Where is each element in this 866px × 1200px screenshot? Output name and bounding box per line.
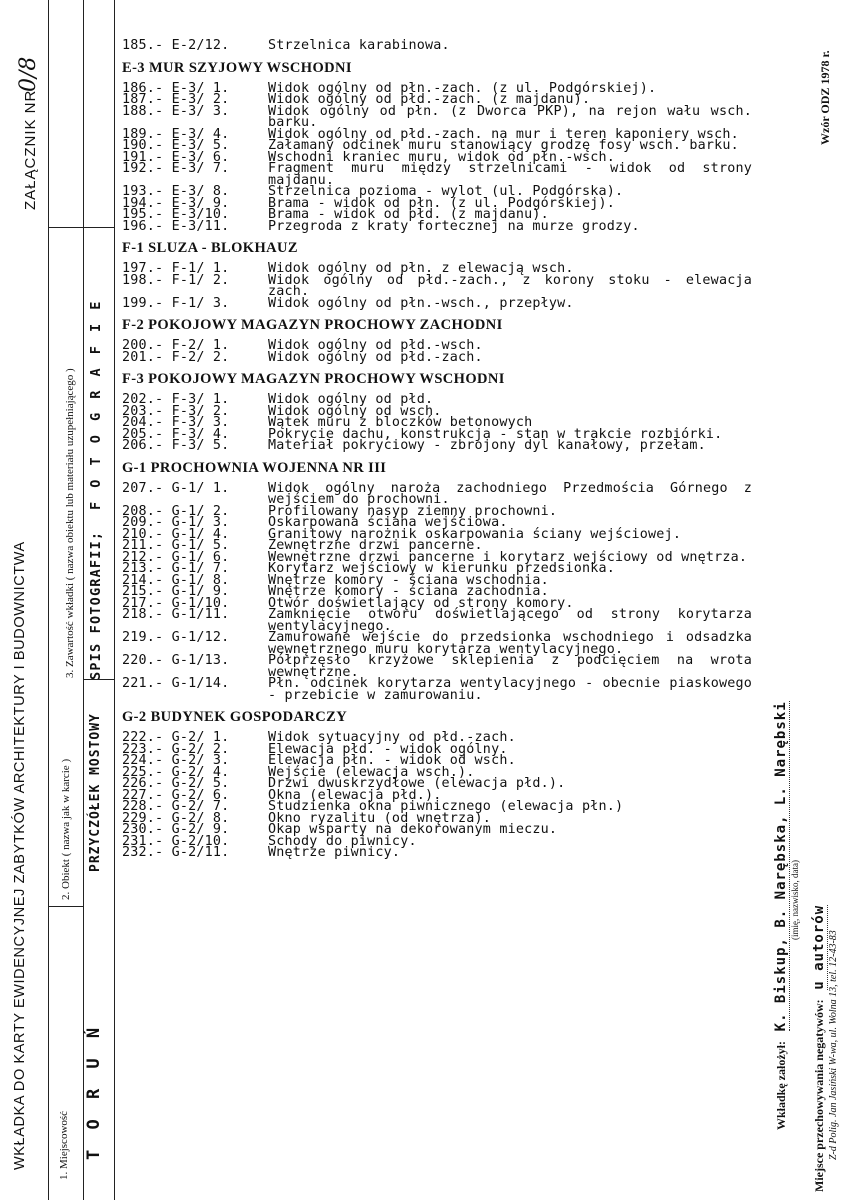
photo-number: 205.- F-3/ 4. <box>122 426 230 442</box>
photo-list <box>122 40 752 859</box>
photo-description: Materiał pokryciowy - zbrojony dyl kanałowy, przełam. <box>268 438 706 453</box>
photo-number: 188.- E-3/ 3. <box>122 103 230 119</box>
photo-number: 200.- F-2/ 1. <box>122 338 230 353</box>
photo-description: Elewacja płd. - widok ogólny. <box>268 741 508 757</box>
photo-number: 201.- F-2/ 2. <box>122 349 230 365</box>
photo-entry <box>122 480 752 507</box>
photo-number: 223.- G-2/ 2. <box>122 741 230 757</box>
photo-number: 230.- G-2/ 9. <box>122 822 230 837</box>
photo-description: Oskarpowana ściana wejściowa. <box>268 515 508 530</box>
margin-line-1 <box>48 0 49 1200</box>
photo-number: 217.- G-1/10. <box>122 595 230 611</box>
obiekt-value: PRZYCZÓŁEK MOSTOWY <box>88 713 103 872</box>
photo-number: 214.- G-1/ 8. <box>122 572 230 588</box>
photo-description: Płn. odcinek korytarza wentylacyjnego - obecnie piaskowego - przebicie w zamurowaniu. <box>268 676 752 703</box>
photo-entry <box>122 103 752 130</box>
photo-description: Widok ogólny naroża zachodniego Przedmościa Górnego z wejściem do prochowni. <box>268 480 752 507</box>
photo-description: Schody do piwnicy. <box>268 833 417 849</box>
photo-description: Brama - widok od płn. (z ul. Podgórskiej). <box>268 195 615 211</box>
photo-description: Widok ogólny od wsch. <box>268 403 442 419</box>
photo-description: Wnętrze piwnicy. <box>268 845 401 860</box>
zalozyl-row <box>770 701 790 1130</box>
photo-number: 186.- E-3/ 1. <box>122 80 230 96</box>
photo-number: 203.- F-3/ 2. <box>122 403 230 419</box>
photo-number: 218.- G-1/11. <box>122 607 230 622</box>
photo-description: Wejście (elewacja wsch.). <box>268 764 475 780</box>
photo-number: 231.- G-2/10. <box>122 833 230 849</box>
zalozyl-hint: (imię, nazwisko, data) <box>790 860 800 940</box>
photo-description: Zewnętrzne drzwi pancerne. <box>268 538 483 553</box>
photo-number: 232.- G-2/11. <box>122 845 230 860</box>
photo-description: Wnętrze komory - ściana zachodnia. <box>268 584 549 599</box>
photo-description: Strzelnica pozioma - wylot (ul. Podgórska). <box>268 184 624 199</box>
photo-number: 195.- E-3/10. <box>122 207 230 222</box>
photo-entry <box>122 847 752 859</box>
photo-entry <box>122 440 752 452</box>
photo-number: 210.- G-1/ 4. <box>122 526 230 542</box>
photo-number: 187.- E-3/ 2. <box>122 92 230 107</box>
photo-number: 221.- G-1/14. <box>122 676 230 691</box>
photo-description: Okno ryzalitu (od wnętrza). <box>268 810 492 826</box>
photo-number: 204.- F-3/ 3. <box>122 415 230 430</box>
photo-number: 222.- G-2/ 1. <box>122 730 230 745</box>
photo-number: 215.- G-1/ 9. <box>122 584 230 599</box>
photo-description: Widok ogólny od płd.-zach., z korony stoku - elewacja zach. <box>268 272 752 299</box>
photo-number: 228.- G-2/ 7. <box>122 799 230 814</box>
section-heading: G-1 PROCHOWNIA WOJENNA NR III <box>122 459 387 476</box>
photo-description: Widok ogólny od płn. (z Dworca PKP), na rejon wału wsch. barku. <box>268 103 752 130</box>
photo-description: Profilowany nasyp ziemny prochowni. <box>268 503 558 519</box>
photo-description: Widok ogólny od płd.-zach. <box>268 349 483 365</box>
photo-description: Korytarz wejściowy w kierunku przedsionka. <box>268 561 615 576</box>
photo-description: Półprzęsło krzyżowe sklepienia z podcięciem na wrota wewnętrzne. <box>268 653 752 680</box>
photo-entry <box>122 295 752 311</box>
photo-number: 225.- G-2/ 4. <box>122 764 230 780</box>
section-heading: G-2 BUDYNEK GOSPODARCZY <box>122 709 348 725</box>
section-heading: F-3 POKOJOWY MAGAZYN PROCHOWY WSCHODNI <box>122 371 505 387</box>
photo-description: Widok ogólny od płd. <box>268 392 434 407</box>
photo-description: Widok ogólny od płn. z elewacją wsch. <box>268 261 574 276</box>
photo-description: Wnętrze komory - ściana wschodnia. <box>268 572 549 588</box>
photo-number: 209.- G-1/ 3. <box>122 515 230 530</box>
zalozyl-label: Wkładkę założył: <box>774 1041 788 1130</box>
photo-number: 185.- E-2/12. <box>122 38 230 53</box>
miejscowosc-label: 1. Miejscowość <box>58 1110 70 1180</box>
photo-description: Granitowy narożnik oskarpowania ściany wejściowej. <box>268 526 682 542</box>
obiekt-label: 2. Obiekt ( nazwa jak w karcie ) <box>60 758 72 900</box>
photo-number: 211.- G-1/ 5. <box>122 538 230 553</box>
wzor-label: Wzór ODZ 1978 r. <box>818 50 832 145</box>
photo-number: 192.- E-3/ 7. <box>122 161 230 176</box>
zawartosc-label: 3. Zawartość wkładki ( nazwa obiektu lub materiału uzupełniającego ) <box>64 368 76 678</box>
photo-entry <box>122 218 752 234</box>
form-title: WKŁADKA DO KARTY EWIDENCYJNEJ ZABYTKÓW ARCHITEKTURY I BUDOWNICTWA <box>12 541 28 1170</box>
photo-description: Widok ogólny od płd.-zach. (z majdanu). <box>268 92 591 107</box>
photo-number: 229.- G-2/ 8. <box>122 810 230 826</box>
photo-number: 194.- E-3/ 9. <box>122 195 230 211</box>
photo-number: 202.- F-3/ 1. <box>122 392 230 407</box>
photo-number: 219.- G-1/12. <box>122 630 230 645</box>
negatywy-row <box>808 905 828 1192</box>
photo-description: Brama - widok od płd. (z majdanu). <box>268 207 549 222</box>
margin-top-rule <box>48 227 114 228</box>
photo-description: Elewacja płn. - widok od wsch. <box>268 753 516 768</box>
photo-entry <box>122 272 752 299</box>
section-heading: F-1 SLUZA - BLOKHAUZ <box>122 240 298 256</box>
photo-number: 193.- E-3/ 8. <box>122 184 230 199</box>
section-heading: F-2 POKOJOWY MAGAZYN PROCHOWY ZACHODNI <box>122 317 503 333</box>
photo-number: 213.- G-1/ 7. <box>122 561 230 576</box>
miejscowosc-value: T O R U Ń <box>84 1022 104 1160</box>
photo-description: Widok ogólny od płn.-wsch., przepływ. <box>268 295 574 311</box>
zalozyl-value: K. Biskup, B. Narębska, L. Narębski <box>773 701 789 1032</box>
photo-description: Okap wsparty na dekorowanym mieczu. <box>268 822 558 837</box>
photo-number: 199.- F-1/ 3. <box>122 295 230 311</box>
margin-line-3 <box>114 0 115 1200</box>
photo-description: Przegroda z kraty fortecznej na murze grodzy. <box>268 218 640 234</box>
photo-description: Widok ogólny od płd.-wsch. <box>268 338 483 353</box>
photo-description: Widok ogólny od płn.-zach. (z ul. Podgórskiej). <box>268 80 657 96</box>
photo-description: Zamurowane wejście do przedsionka wschodniego i odsadzka wewnętrznego muru korytarza wentylacyjnego. <box>268 630 752 657</box>
zalacznik-label: ZAŁĄCZNIK NR <box>22 89 39 210</box>
zawartosc-value-b: F O T O G R A F I E <box>88 298 104 510</box>
photo-entry <box>122 632 752 655</box>
photo-entry <box>122 655 752 678</box>
photo-entry <box>122 678 752 701</box>
negatywy-label: Miejsce przechowywania negatywów: <box>812 999 826 1192</box>
photo-number: 190.- E-3/ 5. <box>122 138 230 153</box>
photo-description: Otwór doświetlający od strony komory. <box>268 595 574 611</box>
photo-number: 198.- F-1/ 2. <box>122 272 230 288</box>
photo-description: Widok sytuacyjny od płd.-zach. <box>268 730 516 745</box>
photo-description: Fragment muru między strzelnicami - widok od strony majdanu. <box>268 161 752 188</box>
photo-description: Załamany odcinek muru stanowiący grodzę fosy wsch. barku. <box>268 138 739 153</box>
printer-note: Z-d Polig. Jan Jasiński W-wa, ul. Wolna 13, tel. 12-43-83 <box>828 930 839 1160</box>
photo-description: Zamknięcie otworu doświetlającego od strony korytarza wentylacyjnego. <box>268 607 752 634</box>
photo-number: 207.- G-1/ 1. <box>122 480 230 496</box>
photo-description: Okna (elewacja płd.). <box>268 787 442 803</box>
photo-description: Strzelnica karabinowa. <box>268 38 450 53</box>
photo-description: Wewnętrzne drzwi pancerne i korytarz wejściowy od wnętrza. <box>268 549 748 565</box>
photo-description: Studzienka okna piwnicznego (elewacja płn.) <box>268 799 624 814</box>
photo-description: Wschodni kraniec muru, widok od płn.-wsch. <box>268 149 615 165</box>
photo-description: Drzwi dwuskrzydłowe (elewacja płd.). <box>268 776 566 791</box>
photo-number: 191.- E-3/ 6. <box>122 149 230 165</box>
photo-number: 220.- G-1/13. <box>122 653 230 668</box>
photo-number: 196.- E-3/11. <box>122 218 230 234</box>
photo-entry <box>122 349 752 365</box>
photo-entry <box>122 609 752 632</box>
margin-line-2 <box>83 0 84 1200</box>
photo-description: Widok ogólny od płd.-zach. na mur i teren kaponiery wsch. <box>268 126 739 142</box>
photo-description: Pokrycie dachu, konstrukcja - stan w trakcie rozbiórki. <box>268 426 723 442</box>
photo-number: 189.- E-3/ 4. <box>122 126 230 142</box>
photo-number: 208.- G-1/ 2. <box>122 503 230 519</box>
negatywy-value: u autorów <box>811 904 827 990</box>
photo-entry <box>122 163 752 186</box>
photo-number: 224.- G-2/ 3. <box>122 753 230 768</box>
zalacznik-value: 0/8 <box>16 56 41 92</box>
photo-description: Wątek muru z bloczków betonowych <box>268 415 533 430</box>
photo-number: 197.- F-1/ 1. <box>122 261 230 276</box>
zawartosc-value-a: SPIS FOTOGRAFII; <box>88 530 104 680</box>
photo-number: 227.- G-2/ 6. <box>122 787 230 803</box>
photo-number: 226.- G-2/ 5. <box>122 776 230 791</box>
margin-rule-a <box>48 906 83 907</box>
section-heading: E-3 MUR SZYJOWY WSCHODNI <box>122 59 352 76</box>
photo-number: 206.- F-3/ 5. <box>122 438 230 453</box>
photo-number: 212.- G-1/ 6. <box>122 549 230 565</box>
photo-entry <box>122 40 752 52</box>
